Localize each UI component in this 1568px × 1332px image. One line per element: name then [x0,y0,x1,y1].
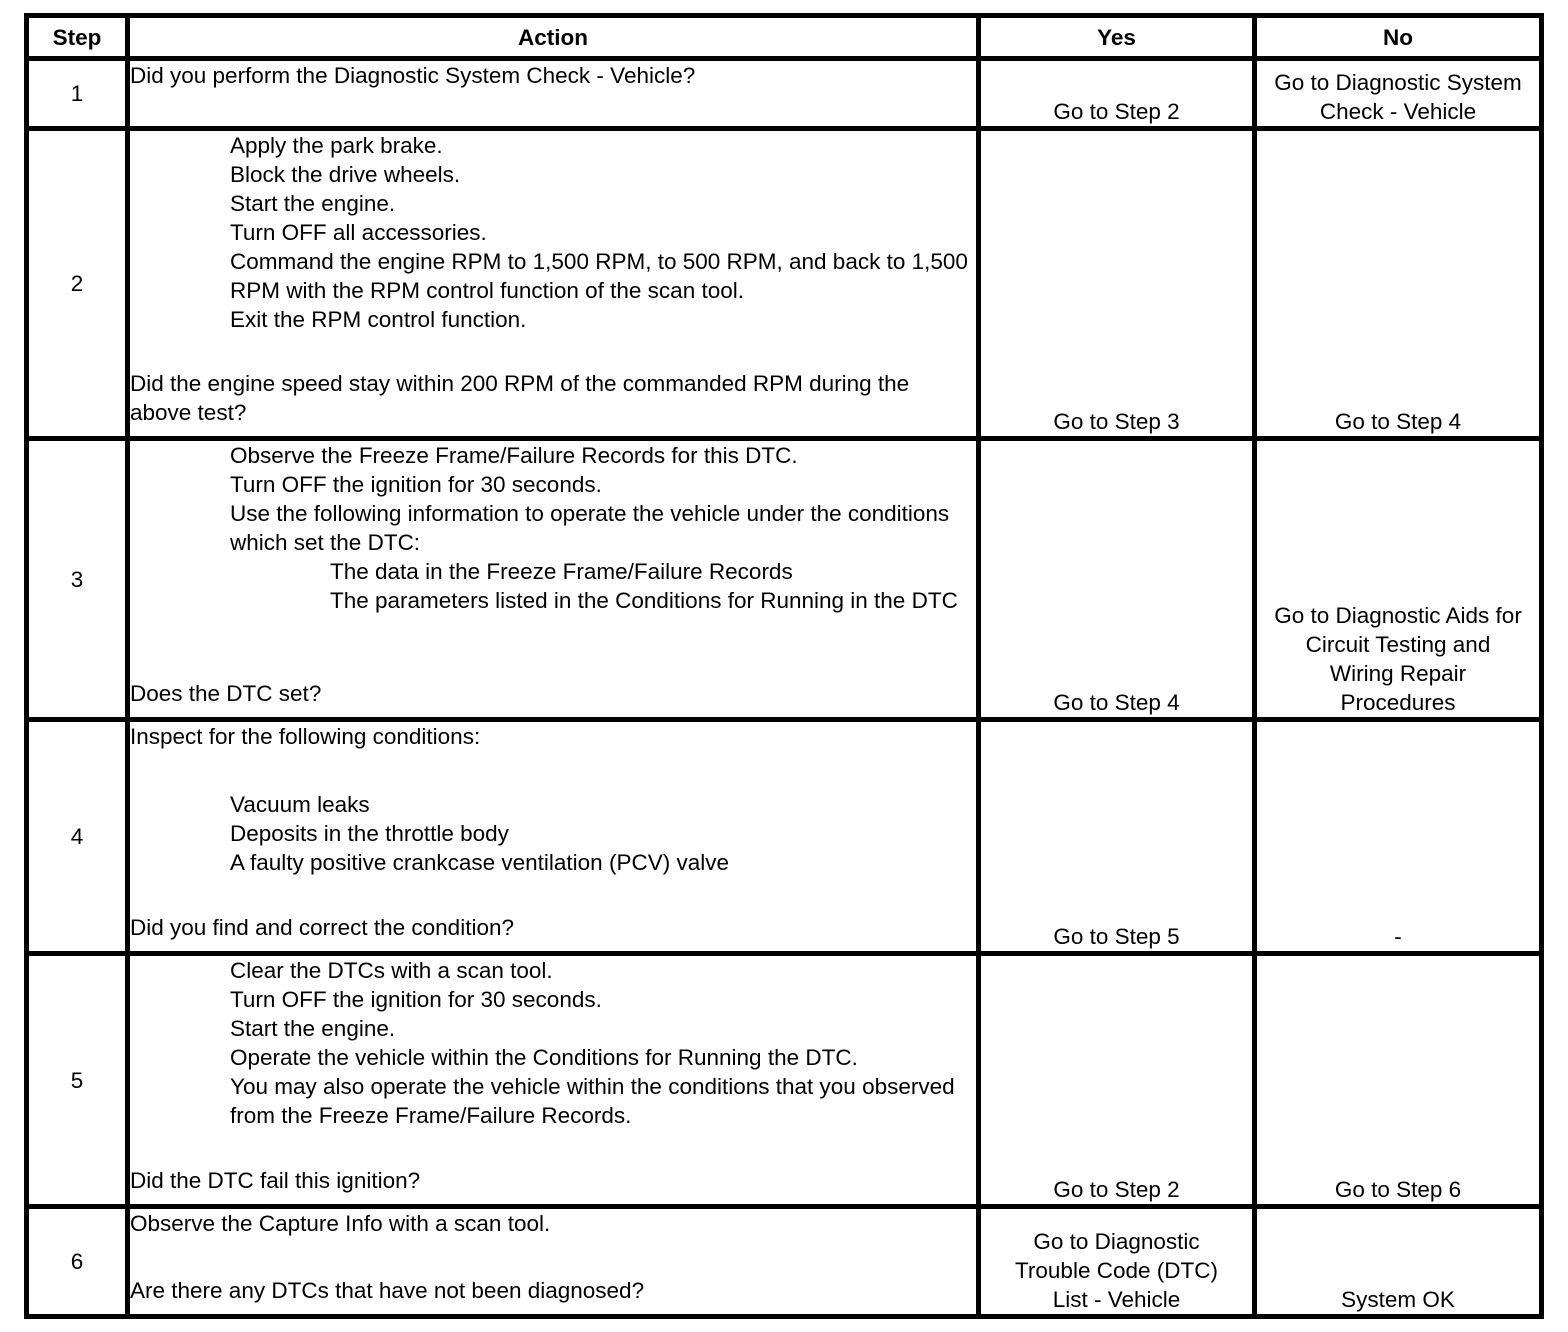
step-number: 5 [27,954,128,1207]
step-number: 4 [27,720,128,954]
action-cell [128,59,979,129]
action-question: Does the DTC set? [130,681,322,706]
action-cell [128,439,979,720]
action-subline: The data in the Freeze Frame/Failure Records [330,559,793,584]
header-row [27,16,1542,59]
action-intro [130,722,976,877]
action-line: Block the drive wheels. [230,162,461,187]
action-cell [128,720,979,954]
no-cell: Go to Diagnostic Aids for Circuit Testing and Wiring Repair Procedures [1255,439,1542,720]
action-cell [128,954,979,1207]
no-cell: System OK [1255,1207,1542,1317]
action-line: Start the engine. [230,191,396,216]
action-line: Start the engine. [230,1016,396,1041]
yes-cell: Go to Diagnostic Trouble Code (DTC) List - Vehicle [979,1207,1255,1317]
action-line: Turn OFF all accessories. [230,220,487,245]
action-question: Did the DTC fail this ignition? [130,1168,421,1193]
table-row [27,720,1542,954]
table-row [27,129,1542,439]
table-row [27,439,1542,720]
table-row [27,1207,1542,1317]
no-cell: Go to Step 6 [1255,954,1542,1207]
yes-cell: Go to Step 5 [979,720,1255,954]
step-number: 3 [27,439,128,720]
action-cell [128,1207,979,1317]
yes-cell: Go to Step 2 [979,59,1255,129]
yes-cell: Go to Step 3 [979,129,1255,439]
action-line: Command the engine RPM to 1,500 RPM, to 500 RPM, and back to 1,500 RPM with the RPM control function of the scan tool. [230,249,968,303]
action-line: Use the following information to operate the vehicle under the conditions which set the DTC: [230,501,950,555]
no-cell: - [1255,720,1542,954]
action-steps [130,131,976,334]
action-line: A faulty positive crankcase ventilation (PCV) valve [230,850,729,875]
action-line: Observe the Capture Info with a scan tool. [130,1211,551,1236]
action-line: Clear the DTCs with a scan tool. [230,958,553,983]
action-line: Exit the RPM control function. [230,307,527,332]
step-number: 2 [27,129,128,439]
action-steps [130,956,976,1130]
yes-cell: Go to Step 4 [979,439,1255,720]
action-line: Turn OFF the ignition for 30 seconds. [230,987,602,1012]
table-row [27,954,1542,1207]
action-question: Did you find and correct the condition? [130,915,514,940]
no-cell: Go to Diagnostic System Check - Vehicle [1255,59,1542,129]
action-line: You may also operate the vehicle within the conditions that you observed from the Freeze Frame/Failure Records. [230,1074,955,1128]
header-yes: Yes [979,16,1255,59]
action-line: Apply the park brake. [230,133,443,158]
action-subline: The parameters listed in the Conditions for Running in the DTC [330,588,958,613]
action-question: Are there any DTCs that have not been diagnosed? [130,1278,645,1303]
header-no: No [1255,16,1542,59]
action-steps [130,441,976,615]
action-line: Turn OFF the ignition for 30 seconds. [230,472,602,497]
action-line: Did you perform the Diagnostic System Check - Vehicle? [130,63,696,88]
action-question: Did the engine speed stay within 200 RPM of the commanded RPM during the above test? [130,371,910,425]
step-number: 1 [27,59,128,129]
action-line: Vacuum leaks [230,792,370,817]
action-cell [128,129,979,439]
diagnostic-table [24,13,1544,1319]
action-line: Observe the Freeze Frame/Failure Records for this DTC. [230,443,798,468]
action-line: Inspect for the following conditions: [130,724,481,749]
table-row [27,59,1542,129]
action-line: Operate the vehicle within the Conditions for Running the DTC. [230,1045,858,1070]
no-cell: Go to Step 4 [1255,129,1542,439]
action-line: Deposits in the throttle body [230,821,509,846]
header-step: Step [27,16,128,59]
yes-cell: Go to Step 2 [979,954,1255,1207]
step-number: 6 [27,1207,128,1317]
header-action: Action [128,16,979,59]
